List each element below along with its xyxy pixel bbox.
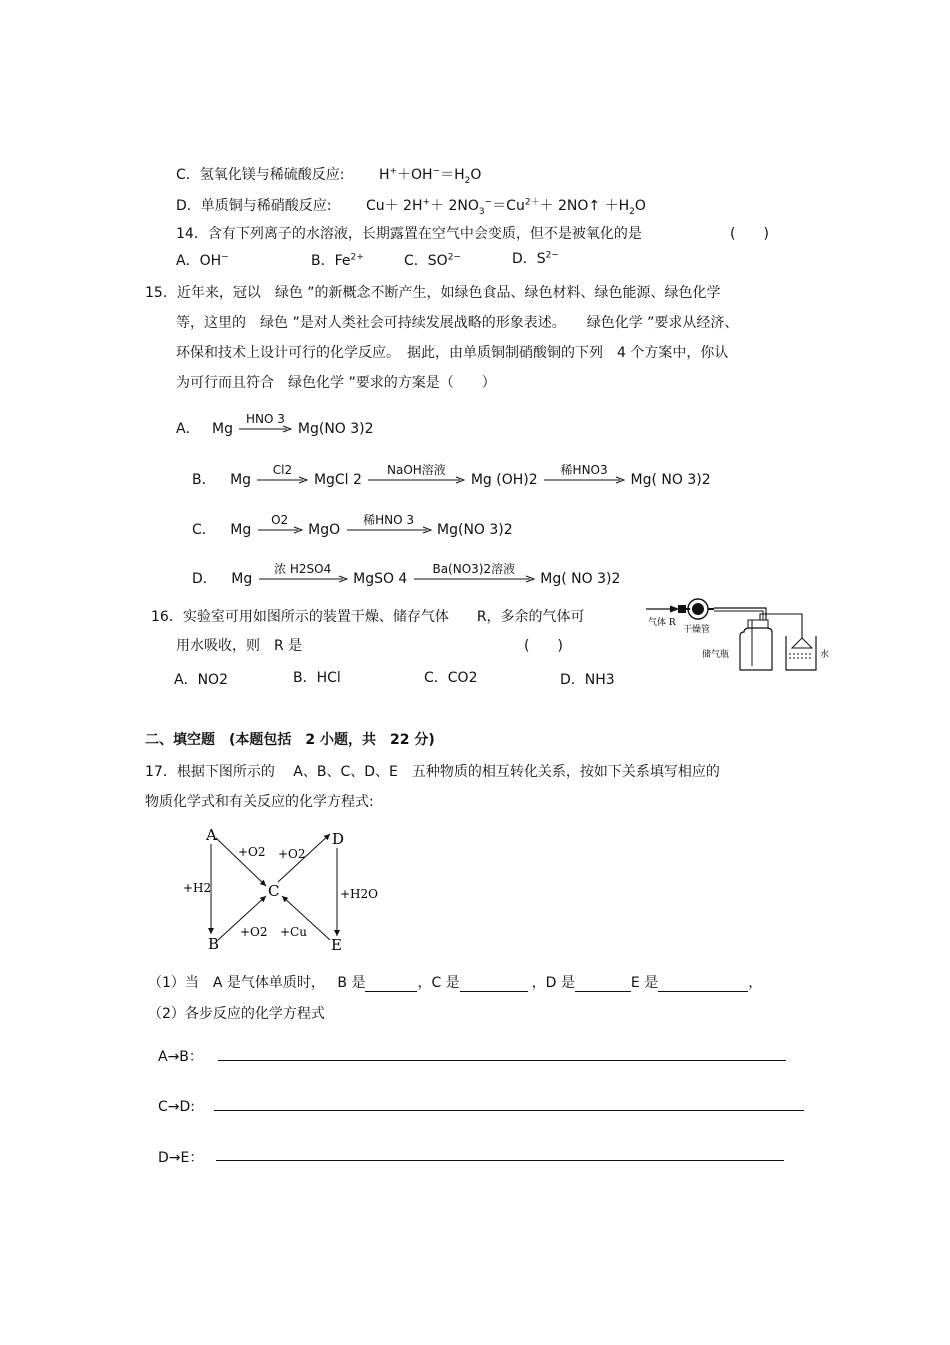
blank-e[interactable] [658,977,748,992]
q15-line-3: 环保和技术上设计可行的化学反应。 据此，由单质铜制硝酸铜的下列 4 个方案中，你认 [176,345,729,361]
q16-apparatus-diagram [640,596,840,676]
q15-option-b-arrow-3: 稀HNO3 [542,475,626,485]
q13c-eq-part-5: 2 [464,175,471,186]
q15-line-2: 等，这里的 绿色 ”是对人类社会可持续发展战略的形象表述。 绿色化学 ”要求从经济、 [176,315,739,331]
eq-label-c-d: C→D: [158,1099,196,1115]
gas-bottle [740,628,772,670]
q15-option-d-arrow-1: 浓 H2SO4 [257,574,349,584]
eq-label-d-e: D→E： [158,1150,204,1166]
dryer-stopper [678,605,686,613]
label-a-b: +H2 [183,881,212,895]
answer-line-d-e[interactable] [216,1160,784,1161]
node-d: D [332,830,345,848]
funnel [792,638,812,648]
q15-option-b-arrow-1: Cl2 [255,475,309,485]
dryer-fill [692,603,704,615]
q16-option-b: B．HCl [293,670,341,686]
node-e: E [331,936,342,954]
q17-line-1: 17．根据下图所示的 A、B、C、D、E 五种物质的相互转化关系，按如下关系填写相应的 [145,764,720,780]
node-b: B [208,935,220,953]
bottle-label: 储气瓶 [702,650,730,660]
blank-d[interactable] [575,977,631,992]
answer-line-a-b[interactable] [218,1060,786,1061]
q16-line-2: 用水吸收，则 R 是 [176,638,303,654]
q13c-eq-part-1: + [389,166,398,177]
q13c-eq-part-4: ＝H [440,167,465,183]
q13d-eq-part-6: 2＋ [524,197,540,208]
q13d-eq-part-3: 3 [478,206,485,217]
q15-option-a-arrow: HNO 3 [237,424,293,434]
q16-option-c: C．CO2 [424,670,478,686]
label-d-e: +H2O [340,887,378,901]
water-label: 水 [820,650,830,660]
q16-answer-paren: ( ) [524,638,563,654]
q14-option-d: D．$S^{2-}$ [512,250,559,267]
gas-label: 气体 R [648,618,676,628]
q13c-eq-part-3: − [432,166,441,177]
q13d-eq-part-8: 2 [629,206,635,217]
q15-option-d: D． Mg 浓 H2SO4 MgSO 4 Ba(NO3)2溶液 Mg( NO 3)2 [192,562,621,587]
q15-option-c: C． Mg O2 MgO 稀HNO 3 Mg(NO 3)2 [192,513,513,538]
q15-option-a: A． Mg HNO 3 Mg(NO 3)2 [176,412,374,437]
q14-option-c: C．$SO^{2-}$ [404,252,461,269]
q17-conversion-diagram [180,822,380,958]
q13d-eq-part-4: − [484,197,493,208]
q13d-eq-part-5: ＝Cu [492,198,525,214]
bottle-stopper [748,620,768,628]
node-a: A [206,826,217,844]
label-a-c: +O2 [238,845,266,859]
q13d-eq-part-0: Cu＋ 2H [365,198,423,214]
label-e-c: +Cu [280,925,307,939]
q13d-eq-part-2: ＋ 2NO [430,198,479,214]
q13d-eq-part-9: O [634,198,646,214]
eq-label-a-b: A→B： [158,1049,203,1065]
q15-option-b: B． Mg Cl2 MgCl 2 NaOH溶液 Mg (OH)2 稀HNO3 Mg( NO 3)2 [192,463,711,488]
q17-part-1: （1）当 A 是气体单质时， B 是 ，C 是 ，D 是 E 是 ， [148,975,763,991]
q14-option-a: A．OH− [176,252,229,269]
q15-line-4: 为可行而且符合 绿色化学 ”要求的方案是（ ） [176,375,496,391]
q13c-eq-part-2: ＋OH [397,167,433,183]
q15-option-c-arrow-2: 稀HNO 3 [345,525,433,535]
q17-line-2: 物质化学式和有关反应的化学方程式: [145,794,374,810]
answer-line-c-d[interactable] [214,1110,804,1111]
blank-c[interactable] [460,977,528,992]
water-beaker [786,636,816,670]
q13-option-d: D．单质铜与稀硝酸反应: $Cu+ 2H^++ 2NO_3^-=Cu^{2+}+$ 2NO↑ $+H_2O$ [176,197,646,217]
q13c-eq-part-0: H [378,167,390,183]
q13d-eq-part-7: ＋ 2NO↑ ＋H [539,198,630,214]
q14-option-b: B．$Fe^{2+}$ [311,252,364,269]
q16-line-1: 16．实验室可用如图所示的装置干燥、储存气体 R，多余的气体可 [151,609,585,625]
q17-part-2: （2）各步反应的化学方程式 [148,1006,325,1022]
label-c-d: +O2 [278,847,306,861]
blank-b[interactable] [365,977,417,992]
q15-option-d-arrow-2: Ba(NO3)2溶液 [412,574,536,584]
q15-option-b-arrow-2: NaOH溶液 [366,475,466,485]
q14-stem: 14．含有下列离子的水溶液，长期露置在空气中会变质，但不是被氧化的是 [176,226,642,242]
q16-option-a: A．NO2 [174,672,228,688]
q15-option-c-arrow-1: O2 [256,525,304,535]
q14-answer-paren: ( ) [730,226,769,242]
q15-line-1: 15．近年来，冠以 绿色 ”的新概念不断产生，如绿色食品、绿色材料、绿色能源、绿色化学 [145,285,721,301]
q13c-eq-part-6: O [470,167,482,183]
q13d-eq-part-1: + [422,197,431,208]
q16-option-d: D．NH3 [560,672,615,688]
dryer-label: 干燥管 [683,625,711,635]
q13-option-c: C．氢氧化镁与稀硫酸反应: $H^++OH^-=H_2O$ [176,166,482,186]
label-b-c: +O2 [240,925,268,939]
section-2-title: 二、填空题 (本题包括 2 小题，共 22 分) [145,732,435,748]
node-c: C [268,882,280,900]
